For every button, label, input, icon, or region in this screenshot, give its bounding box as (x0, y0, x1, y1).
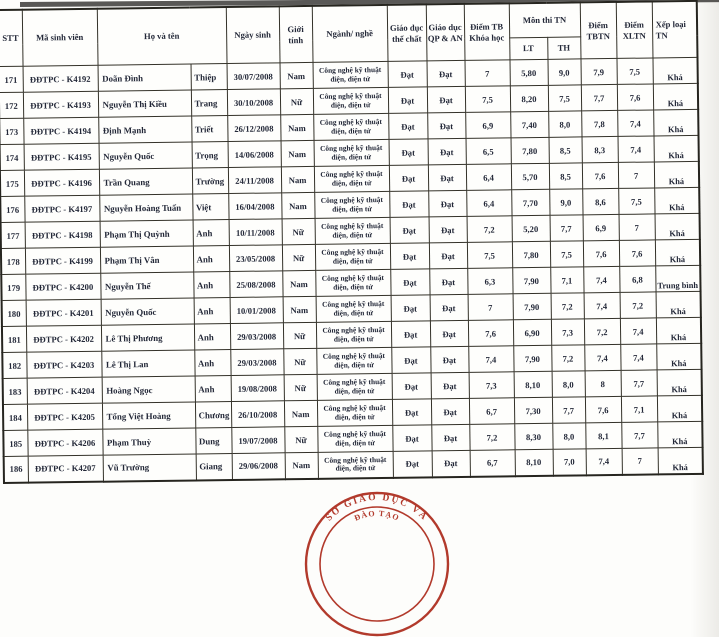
cell-birth-date: 23/05/2008 (229, 245, 282, 272)
cell-given-name: Giang (196, 454, 232, 480)
cell-xltn-score: 7 (622, 448, 658, 474)
cell-birth-date: 29/06/2008 (232, 453, 285, 480)
cell-lt-score: 8,20 (510, 85, 548, 111)
cell-th-score: 7,3 (551, 319, 584, 345)
cell-given-name: Chương (195, 402, 231, 428)
cell-stt: 177 (1, 222, 25, 248)
col-header-birth-date: Ngày sinh (226, 6, 280, 63)
cell-xltn-score: 7,7 (621, 422, 657, 448)
cell-lt-score: 7,40 (510, 111, 548, 137)
cell-lt-score: 8,10 (515, 449, 553, 475)
cell-physical-edu: Đạt (388, 61, 427, 88)
cell-defense-edu: Đạt (430, 320, 468, 346)
cell-student-id: ĐĐTPC - K4194 (23, 117, 98, 144)
cell-physical-edu: Đạt (391, 295, 430, 322)
cell-rank: Khá (656, 291, 701, 318)
cell-defense-edu: Đạt (428, 190, 466, 216)
cell-physical-edu: Đạt (392, 373, 431, 400)
cell-physical-edu: Đạt (390, 217, 429, 244)
cell-given-name: Anh (193, 246, 229, 272)
cell-gender: Nam (281, 192, 314, 218)
cell-physical-edu: Đạt (392, 425, 431, 452)
cell-lt-score: 5,20 (512, 215, 550, 241)
cell-gpa: 7,4 (468, 346, 513, 373)
col-header-gpa: Điểm TB Khóa học (464, 3, 510, 60)
cell-family-name: Lê Thị Phương (101, 324, 194, 351)
cell-rank: Khá (655, 239, 700, 266)
cell-defense-edu: Đạt (427, 60, 465, 86)
cell-xltn-score: 7,1 (621, 396, 657, 422)
cell-th-score: 7,1 (550, 267, 583, 293)
cell-gender: Nam (280, 114, 313, 140)
cell-lt-score: 7,90 (513, 293, 551, 319)
cell-student-id: ĐĐTPC - K4199 (25, 247, 100, 274)
col-header-defense-edu: Giáo dục QP & AN (426, 4, 465, 61)
cell-xltn-score: 7,7 (621, 370, 657, 396)
cell-major: Công nghệ kỹ thuật điện, điện tử (317, 425, 392, 452)
cell-tbtn-score: 7,4 (583, 266, 619, 292)
cell-gender: Nam (284, 400, 317, 426)
cell-lt-score: 6,90 (513, 319, 551, 345)
cell-defense-edu: Đạt (429, 216, 467, 242)
cell-tbtn-score: 7,4 (584, 292, 620, 318)
cell-th-score: 7,5 (548, 85, 581, 111)
cell-given-name: Anh (193, 272, 229, 298)
cell-birth-date: 30/07/2008 (227, 63, 280, 90)
cell-rank: Khá (656, 317, 701, 344)
cell-defense-edu: Đạt (427, 86, 465, 112)
cell-major: Công nghệ kỹ thuật điện, điện tử (313, 113, 388, 140)
cell-student-id: ĐĐTPC - K4198 (25, 221, 100, 248)
cell-major: Công nghệ kỹ thuật điện, điện tử (313, 87, 388, 114)
table-header (0, 1, 698, 67)
cell-tbtn-score: 7,4 (586, 448, 622, 474)
cell-xltn-score: 7 (619, 214, 655, 240)
cell-physical-edu: Đạt (391, 321, 430, 348)
cell-tbtn-score: 8 (585, 370, 621, 396)
cell-student-id: ĐĐTPC - K4204 (27, 377, 102, 404)
cell-lt-score: 7,70 (511, 189, 549, 215)
cell-family-name: Phạm Thị Quỳnh (100, 220, 193, 247)
cell-stt: 181 (2, 326, 26, 352)
cell-family-name: Trần Quang (99, 168, 192, 195)
cell-th-score: 8,0 (548, 111, 581, 137)
cell-gender: Nữ (282, 218, 315, 244)
cell-gpa: 7 (465, 60, 510, 87)
col-header-rank: Xếp loại TN (652, 1, 698, 58)
cell-defense-edu: Đạt (431, 424, 469, 450)
cell-xltn-score: 6,8 (619, 266, 655, 292)
cell-gpa: 6,4 (466, 164, 511, 191)
cell-xltn-score: 7,6 (619, 240, 655, 266)
cell-lt-score: 7,80 (511, 137, 549, 163)
cell-rank: Khá (653, 57, 698, 84)
col-header-tbtn: Điểm TBTN (580, 2, 617, 59)
cell-major: Công nghệ kỹ thuật điện, điện tử (317, 373, 392, 400)
cell-birth-date: 10/11/2008 (229, 219, 282, 246)
cell-rank: Khá (654, 187, 699, 214)
cell-gpa: 7,3 (469, 372, 514, 399)
seal-ring-text: SỞ GIÁO DỤC VÀ (324, 492, 430, 524)
cell-major: Công nghệ kỹ thuật điện, điện tử (314, 191, 389, 218)
cell-rank: Trung bình (655, 265, 700, 292)
cell-gender: Nữ (284, 374, 317, 400)
cell-tbtn-score: 7,6 (585, 396, 621, 422)
cell-rank: Khá (657, 369, 702, 396)
cell-family-name: Tổng Việt Hoàng (102, 402, 195, 429)
col-header-xltn: Điểm XLTN (616, 1, 653, 58)
cell-rank: Khá (653, 83, 698, 110)
cell-family-name: Phạm Thuỳ (102, 428, 195, 455)
cell-th-score: 9,0 (548, 59, 581, 85)
cell-th-score: 7,7 (552, 397, 585, 423)
cell-gender: Nữ (283, 348, 316, 374)
cell-physical-edu: Đạt (389, 139, 428, 166)
cell-birth-date: 30/10/2008 (227, 89, 280, 116)
cell-xltn-score: 7 (618, 162, 654, 188)
cell-th-score: 7,7 (550, 215, 583, 241)
col-header-full-name: Họ và tên (97, 7, 227, 65)
table-body (0, 57, 703, 482)
cell-rank: Khá (657, 421, 702, 448)
cell-lt-score: 5,70 (511, 163, 549, 189)
cell-major: Công nghệ kỹ thuật điện, điện tử (316, 321, 391, 348)
cell-stt: 182 (2, 352, 26, 378)
cell-rank: Khá (656, 343, 701, 370)
cell-gpa: 6,7 (469, 398, 514, 425)
cell-xltn-score: 7,6 (617, 84, 653, 110)
cell-gpa: 7,5 (465, 86, 510, 113)
cell-student-id: ĐĐTPC - K4206 (27, 429, 102, 456)
cell-defense-edu: Đạt (430, 346, 468, 372)
cell-major: Công nghệ kỹ thuật điện, điện tử (316, 295, 391, 322)
cell-th-score: 9,0 (549, 189, 582, 215)
cell-defense-edu: Đạt (431, 372, 469, 398)
cell-given-name: Anh (195, 376, 231, 402)
cell-given-name: Trọng (192, 142, 228, 168)
cell-stt: 184 (3, 404, 27, 430)
cell-gender: Nam (285, 452, 318, 478)
cell-major: Công nghệ kỹ thuật điện, điện tử (317, 399, 392, 426)
cell-stt: 172 (0, 92, 23, 118)
cell-gpa: 6,3 (467, 268, 512, 295)
cell-xltn-score: 7,5 (617, 58, 653, 84)
cell-given-name: Anh (194, 324, 230, 350)
cell-tbtn-score: 7,7 (581, 84, 617, 110)
cell-stt: 183 (3, 378, 27, 404)
cell-birth-date: 19/07/2008 (231, 427, 284, 454)
cell-th-score: 8,5 (549, 137, 582, 163)
cell-physical-edu: Đạt (389, 191, 428, 218)
cell-student-id: ĐĐTPC - K4201 (26, 299, 101, 326)
col-header-major: Ngành/ nghề (312, 5, 388, 62)
cell-physical-edu: Đạt (390, 269, 429, 296)
col-header-gender: Giới tính (279, 6, 313, 63)
cell-stt: 186 (4, 456, 28, 482)
cell-major: Công nghệ kỹ thuật điện, điện tử (315, 243, 390, 270)
cell-gender: Nữ (283, 322, 316, 348)
cell-rank: Khá (654, 161, 699, 188)
cell-major: Công nghệ kỹ thuật điện, điện tử (315, 217, 390, 244)
cell-gpa: 6,5 (466, 138, 511, 165)
cell-given-name: Triết (191, 116, 227, 142)
cell-th-score: 7,5 (550, 241, 583, 267)
cell-rank: Khá (658, 447, 703, 474)
cell-gender: Nữ (284, 426, 317, 452)
cell-xltn-score: 7,2 (620, 292, 656, 318)
cell-tbtn-score: 7,6 (583, 240, 619, 266)
cell-given-name: Thiệp (191, 64, 227, 90)
cell-xltn-score: 7,4 (617, 110, 653, 136)
cell-xltn-score: 7,4 (620, 344, 656, 370)
cell-major: Công nghệ kỹ thuật điện, điện tử (318, 451, 393, 478)
cell-stt: 173 (0, 118, 24, 144)
cell-given-name: Trường (192, 168, 228, 194)
cell-physical-edu: Đạt (392, 399, 431, 426)
cell-family-name: Doãn Đình (98, 64, 191, 91)
cell-family-name: Nguyễn Hoàng Tuấn (99, 194, 192, 221)
cell-birth-date: 19/08/2008 (231, 375, 284, 402)
cell-th-score: 7,2 (551, 293, 584, 319)
cell-given-name: Anh (194, 350, 230, 376)
cell-family-name: Nguyễn Quốc (101, 298, 194, 325)
cell-student-id: ĐĐTPC - K4197 (24, 195, 99, 222)
col-header-student-id: Mã sinh viên (22, 9, 98, 66)
cell-physical-edu: Đạt (390, 243, 429, 270)
cell-tbtn-score: 7,8 (581, 110, 617, 136)
cell-family-name: Vũ Trường (103, 454, 196, 481)
cell-student-id: ĐĐTPC - K4203 (26, 351, 101, 378)
cell-tbtn-score: 8,6 (582, 188, 618, 214)
cell-family-name: Nguyễn Thế (100, 272, 193, 299)
cell-tbtn-score: 7,9 (581, 58, 617, 84)
cell-student-id: ĐĐTPC - K4193 (23, 91, 98, 118)
cell-family-name: Hoàng Ngọc (102, 376, 195, 403)
cell-lt-score: 8,10 (514, 371, 552, 397)
cell-gpa: 7 (468, 294, 513, 321)
cell-xltn-score: 7,4 (618, 136, 654, 162)
col-header-th: TH (547, 37, 580, 59)
cell-tbtn-score: 8,3 (582, 136, 618, 162)
cell-gender: Nam (283, 296, 316, 322)
cell-rank: Khá (654, 135, 699, 162)
cell-family-name: Nguyễn Thị Kiều (98, 90, 191, 117)
cell-gender: Nam (282, 270, 315, 296)
cell-major: Công nghệ kỹ thuật điện, điện tử (314, 165, 389, 192)
cell-tbtn-score: 7,6 (582, 162, 618, 188)
cell-family-name: Phạm Thị Vân (100, 246, 193, 273)
cell-th-score: 8,5 (549, 163, 582, 189)
cell-stt: 174 (0, 144, 24, 170)
cell-gender: Nam (281, 166, 314, 192)
cell-gpa: 7,5 (467, 242, 512, 269)
cell-birth-date: 24/11/2008 (228, 167, 281, 194)
cell-rank: Khá (655, 213, 700, 240)
cell-gender: Nữ (280, 88, 313, 114)
cell-given-name: Dung (195, 428, 231, 454)
cell-major: Công nghệ kỹ thuật điện, điện tử (313, 61, 388, 88)
cell-student-id: ĐĐTPC - K4195 (24, 143, 99, 170)
cell-th-score: 7,2 (551, 345, 584, 371)
cell-major: Công nghệ kỹ thuật điện, điện tử (314, 139, 389, 166)
cell-th-score: 7,0 (553, 449, 586, 475)
cell-rank: Khá (657, 395, 702, 422)
cell-birth-date: 29/03/2008 (230, 349, 283, 376)
cell-gpa: 7,2 (469, 424, 514, 451)
cell-stt: 180 (2, 300, 26, 326)
cell-family-name: Lê Thị Lan (101, 350, 194, 377)
cell-family-name: Nguyễn Quốc (99, 142, 192, 169)
cell-gpa: 7,2 (467, 216, 512, 243)
cell-student-id: ĐĐTPC - K4207 (28, 455, 103, 482)
cell-family-name: Định Mạnh (98, 116, 191, 143)
cell-birth-date: 16/04/2008 (228, 193, 281, 220)
cell-gpa: 6,4 (466, 190, 511, 217)
col-header-exam-group: Môn thi TN (509, 2, 580, 37)
cell-student-id: ĐĐTPC - K4202 (26, 325, 101, 352)
seal-inner-text: ĐÀO TẠO (353, 508, 401, 523)
cell-student-id: ĐĐTPC - K4192 (23, 65, 98, 92)
cell-lt-score: 7,80 (512, 241, 550, 267)
cell-given-name: Trang (191, 90, 227, 116)
cell-rank: Khá (653, 109, 698, 136)
cell-defense-edu: Đạt (431, 398, 469, 424)
col-header-lt: LT (509, 37, 547, 59)
cell-stt: 175 (0, 170, 24, 196)
cell-th-score: 8,0 (552, 371, 585, 397)
cell-stt: 185 (3, 430, 27, 456)
cell-physical-edu: Đạt (393, 451, 432, 478)
cell-birth-date: 26/10/2008 (231, 401, 284, 428)
cell-lt-score: 7,30 (514, 397, 552, 423)
cell-lt-score: 7,90 (512, 267, 550, 293)
cell-defense-edu: Đạt (428, 138, 466, 164)
cell-gpa: 7,6 (468, 320, 513, 347)
cell-student-id: ĐĐTPC - K4196 (24, 169, 99, 196)
cell-given-name: Anh (193, 220, 229, 246)
cell-tbtn-score: 7,4 (584, 344, 620, 370)
cell-defense-edu: Đạt (432, 450, 470, 476)
cell-student-id: ĐĐTPC - K4205 (27, 403, 102, 430)
cell-gpa: 6,7 (470, 450, 515, 477)
cell-student-id: ĐĐTPC - K4200 (25, 273, 100, 300)
cell-defense-edu: Đạt (430, 294, 468, 320)
cell-physical-edu: Đạt (388, 113, 427, 140)
red-official-seal (302, 487, 452, 637)
cell-physical-edu: Đạt (391, 347, 430, 374)
cell-stt: 179 (1, 274, 25, 300)
col-header-physical-edu: Giáo dục thể chất (387, 4, 427, 61)
cell-tbtn-score: 8,1 (585, 422, 621, 448)
cell-gpa: 6,9 (465, 112, 510, 139)
cell-tbtn-score: 6,9 (583, 214, 619, 240)
cell-given-name: Anh (194, 298, 230, 324)
cell-defense-edu: Đạt (429, 242, 467, 268)
cell-defense-edu: Đạt (427, 112, 465, 138)
cell-birth-date: 25/08/2008 (229, 271, 282, 298)
cell-birth-date: 29/03/2008 (230, 323, 283, 350)
cell-defense-edu: Đạt (428, 164, 466, 190)
cell-major: Công nghệ kỹ thuật điện, điện tử (316, 347, 391, 374)
cell-defense-edu: Đạt (429, 268, 467, 294)
cell-gender: Nam (281, 140, 314, 166)
cell-birth-date: 10/01/2008 (230, 297, 283, 324)
cell-birth-date: 26/12/2008 (227, 115, 280, 142)
cell-xltn-score: 7,5 (618, 188, 654, 214)
cell-birth-date: 14/06/2008 (228, 141, 281, 168)
cell-stt: 176 (0, 196, 24, 222)
cell-xltn-score: 7,4 (620, 318, 656, 344)
cell-th-score: 8,0 (552, 423, 585, 449)
cell-stt: 171 (0, 66, 23, 92)
cell-gender: Nam (280, 62, 313, 88)
cell-lt-score: 5,80 (510, 59, 548, 85)
cell-stt: 178 (1, 248, 25, 274)
seal-inner-ring (320, 507, 434, 621)
cell-physical-edu: Đạt (388, 87, 427, 114)
cell-lt-score: 7,90 (513, 345, 551, 371)
col-header-stt: STT (0, 10, 23, 67)
cell-tbtn-score: 7,2 (584, 318, 620, 344)
cell-lt-score: 8,30 (514, 423, 552, 449)
cell-major: Công nghệ kỹ thuật điện, điện tử (315, 269, 390, 296)
cell-given-name: Việt (192, 194, 228, 220)
cell-gender: Nữ (282, 244, 315, 270)
cell-physical-edu: Đạt (389, 165, 428, 192)
